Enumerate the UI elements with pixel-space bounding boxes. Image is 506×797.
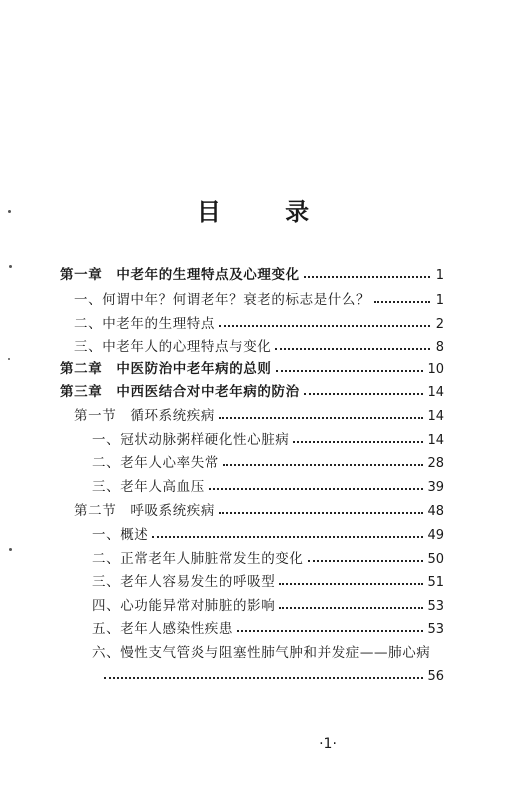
dot-leader — [237, 630, 423, 632]
dot-leader — [152, 536, 423, 538]
toc-entry-label: 第一章 中老年的生理特点及心理变化 — [60, 267, 300, 283]
toc-entry-page: 51 — [427, 575, 444, 590]
toc-entry-label: 第二章 中医防治中老年病的总则 — [60, 361, 272, 377]
toc-entry-chapter-2[interactable] — [60, 355, 444, 377]
toc-entry-page: 14 — [427, 409, 444, 424]
dot-leader — [374, 301, 430, 303]
toc-entry-page: 49 — [427, 528, 444, 543]
dot-leader — [104, 677, 423, 679]
dot-leader — [219, 512, 423, 514]
toc-entry[interactable] — [92, 426, 444, 448]
scan-speck — [9, 548, 12, 551]
toc-entry-label: 第一节 循环系统疾病 — [74, 408, 215, 424]
dot-leader — [275, 348, 430, 350]
toc-entry-label: 三、中老年人的心理特点与变化 — [74, 339, 272, 355]
toc-entry-page: 50 — [427, 552, 444, 567]
toc-entry[interactable] — [92, 521, 444, 543]
page-number-footer: ·1· — [319, 736, 337, 752]
dot-leader — [223, 464, 424, 466]
dot-leader — [308, 560, 424, 562]
toc-entry[interactable] — [74, 310, 444, 332]
toc-entry-page: 48 — [427, 504, 444, 519]
toc-entry-label: 第二节 呼吸系统疾病 — [74, 503, 215, 519]
toc-entry-chapter-3[interactable] — [60, 378, 444, 400]
scan-speck — [8, 210, 11, 213]
toc-entry-page: 10 — [427, 362, 444, 377]
dot-leader — [304, 276, 430, 278]
toc-entry-page: 53 — [427, 622, 444, 637]
toc-entry[interactable] — [92, 545, 444, 567]
toc-entry-label: 二、老年人心率失常 — [92, 455, 219, 471]
toc-entry[interactable] — [92, 473, 444, 495]
toc-entry-page: 8 — [435, 340, 444, 355]
toc-entry-page: 28 — [427, 456, 444, 471]
toc-entry[interactable] — [92, 568, 444, 590]
toc-entry-label: 二、中老年的生理特点 — [74, 316, 215, 332]
toc-entry-label: 三、老年人高血压 — [92, 479, 205, 495]
toc-entry-label: 一、冠状动脉粥样硬化性心脏病 — [92, 432, 290, 448]
toc-entry-page: 1 — [435, 268, 444, 283]
toc-entry-chapter-1[interactable] — [60, 261, 444, 283]
toc-entry-page: 14 — [427, 385, 444, 400]
dot-leader — [219, 325, 430, 327]
dot-leader — [293, 441, 423, 443]
toc-entry-page: 14 — [427, 433, 444, 448]
toc-entry-continuation[interactable] — [104, 662, 444, 684]
toc-entry-section[interactable] — [74, 402, 444, 424]
toc-entry-page: 53 — [427, 599, 444, 614]
toc-entry-label: 四、心功能异常对肺脏的影响 — [92, 598, 276, 614]
toc-entry-page: 56 — [427, 669, 444, 684]
toc-entry-label: 五、老年人感染性疾患 — [92, 621, 233, 637]
toc-entry-page: 39 — [427, 480, 444, 495]
scan-speck — [8, 358, 10, 360]
dot-leader — [276, 370, 424, 372]
toc-entry[interactable] — [92, 615, 444, 637]
dot-leader — [219, 417, 423, 419]
toc-entry-page: 1 — [435, 293, 444, 308]
toc-entry-label: 一、何谓中年？何谓老年？衰老的标志是什么？ — [74, 292, 371, 308]
toc-entry-label: 三、老年人容易发生的呼吸型 — [92, 574, 276, 590]
toc-entry-label: 六、慢性支气管炎与阻塞性肺气肿和并发症——肺心病 — [92, 645, 431, 661]
toc-entry[interactable] — [74, 333, 444, 355]
dot-leader — [209, 488, 424, 490]
toc-entry-page: 2 — [435, 317, 444, 332]
scan-speck — [9, 265, 12, 268]
toc-entry[interactable] — [92, 449, 444, 471]
toc-entry[interactable] — [74, 286, 444, 308]
toc-entry-section[interactable] — [74, 497, 444, 519]
dot-leader — [279, 583, 423, 585]
toc-entry-label: 二、正常老年人肺脏常发生的变化 — [92, 551, 304, 567]
toc-entry[interactable] — [92, 592, 444, 614]
page-title: 目 录 — [196, 197, 338, 226]
toc-entry-label: 一、概述 — [92, 527, 149, 543]
toc-entry-wrapped[interactable] — [92, 639, 444, 661]
dot-leader — [279, 607, 423, 609]
toc-entry-label: 第三章 中西医结合对中老年病的防治 — [60, 384, 300, 400]
dot-leader — [304, 393, 424, 395]
